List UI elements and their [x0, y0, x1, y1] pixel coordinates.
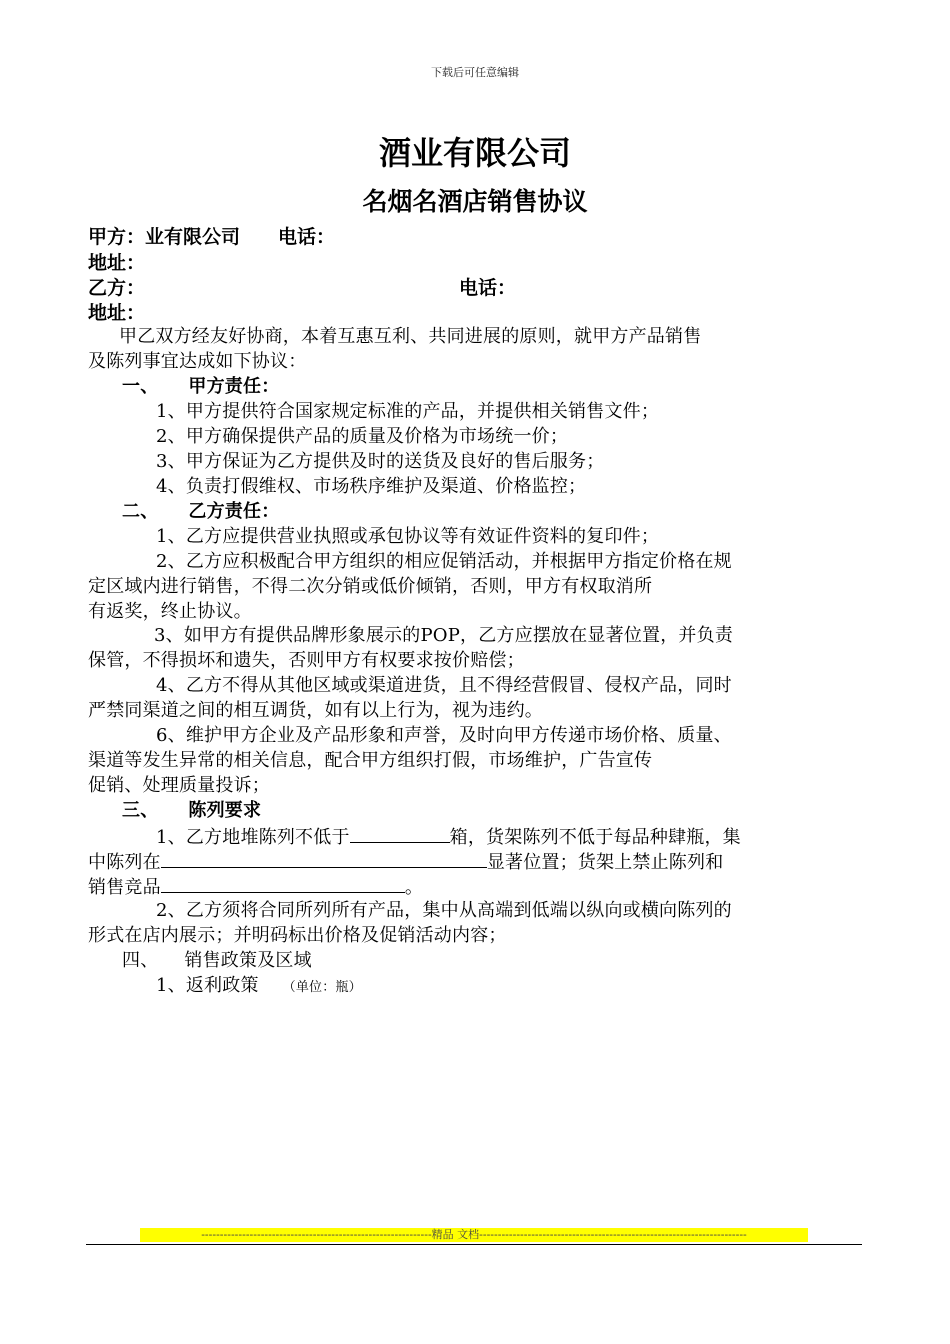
footer-banner: --------------------------------------------------------------精品 文档------------------------------------------------------------------------ — [140, 1228, 808, 1242]
company-title: 酒业有限公司 — [378, 134, 571, 172]
list-item — [156, 973, 362, 1000]
text-fragment: 1、乙方地堆陈列不低于 — [156, 827, 350, 848]
list-item: 3、如甲方有提供品牌形象展示的POP，乙方应摆放在显著位置，并负责 — [154, 625, 734, 646]
text-fragment: 中陈列在 — [88, 852, 161, 873]
list-item: 有返奖，终止协议。 — [88, 601, 252, 622]
list-item: 保管，不得损坏和遗失，否则甲方有权要求按价赔偿； — [88, 650, 525, 671]
section-number: 四、 — [122, 950, 159, 971]
text-fragment: 销售竞品 — [88, 877, 161, 898]
footer-rule — [86, 1244, 862, 1245]
text-fragment: 显著位置；货架上禁止陈列和 — [486, 852, 724, 873]
text-fragment: 。 — [404, 877, 424, 898]
list-item: 2、甲方确保提供产品的质量及价格为市场统一价； — [156, 426, 569, 447]
fill-blank-stack-boxes[interactable] — [350, 823, 450, 843]
list-item: 促销、处理质量投诉； — [88, 775, 270, 796]
intro-line: 甲乙双方经友好协商，本着互惠互利、共同进展的原则，就甲方产品销售 — [119, 326, 702, 347]
list-item: 1、甲方提供符合国家规定标准的产品，并提供相关销售文件； — [156, 401, 660, 422]
party-b-name: 乙方： — [88, 277, 146, 299]
list-item: 形式在店内展示；并明码标出价格及促销活动内容； — [88, 925, 507, 946]
list-item: 2、乙方须将合同所列所有产品，集中从高端到低端以纵向或横向陈列的 — [156, 900, 732, 921]
list-item: 4、乙方不得从其他区域或渠道进货，且不得经营假冒、侵权产品，同时 — [156, 675, 732, 696]
section-title: 乙方责任： — [188, 501, 280, 522]
list-item: 2、乙方应积极配合甲方组织的相应促销活动，并根据甲方指定价格在规 — [156, 551, 732, 572]
section-title: 销售政策及区域 — [184, 950, 312, 971]
list-item-label: 1、返利政策 — [156, 975, 259, 996]
party-b-phone: 电话： — [459, 277, 517, 299]
agreement-title: 名烟名酒店销售协议 — [362, 187, 588, 216]
fill-blank-competing-products[interactable] — [161, 873, 405, 893]
party-a-address: 地址： — [88, 252, 146, 274]
list-item: 3、甲方保证为乙方提供及时的送货及良好的售后服务； — [156, 451, 605, 472]
intro-line: 及陈列事宜达成如下协议： — [88, 351, 307, 372]
section-title: 甲方责任： — [188, 376, 280, 397]
party-b-line — [88, 277, 517, 299]
party-a-line — [88, 226, 335, 248]
section-number: 一、 — [122, 376, 159, 397]
fill-blank-location[interactable] — [161, 848, 487, 868]
list-item: 4、负责打假维权、市场秩序维护及渠道、价格监控； — [156, 476, 587, 497]
unit-note: （单位：瓶） — [282, 980, 362, 995]
list-item: 6、维护甲方企业及产品形象和声誉，及时向甲方传递市场价格、质量、 — [156, 725, 732, 746]
agreement-body — [88, 324, 862, 1004]
section-heading — [122, 374, 279, 399]
header-note: 下载后可任意编辑 — [431, 66, 519, 79]
list-item: 渠道等发生异常的相关信息，配合甲方组织打假，市场维护，广告宣传 — [88, 750, 653, 771]
section-heading — [122, 798, 261, 823]
section-heading — [122, 499, 279, 524]
section-title: 陈列要求 — [188, 800, 262, 821]
display-requirement-line — [156, 823, 741, 850]
section-number: 二、 — [122, 501, 159, 522]
section-number: 三、 — [122, 800, 159, 821]
list-item: 定区域内进行销售，不得二次分销或低价倾销，否则，甲方有权取消所 — [88, 576, 653, 597]
display-requirement-line — [88, 873, 423, 900]
party-b-address: 地址： — [88, 302, 146, 324]
party-a-phone: 电话： — [278, 226, 336, 248]
text-fragment: 箱，货架陈列不低于每品种肆瓶，集 — [449, 827, 741, 848]
party-a-name: 甲方：业有限公司 — [88, 226, 241, 248]
section-heading — [122, 948, 312, 973]
display-requirement-line — [88, 848, 723, 875]
list-item: 严禁同渠道之间的相互调货，如有以上行为，视为违约。 — [88, 700, 543, 721]
list-item: 1、乙方应提供营业执照或承包协议等有效证件资料的复印件； — [156, 526, 660, 547]
